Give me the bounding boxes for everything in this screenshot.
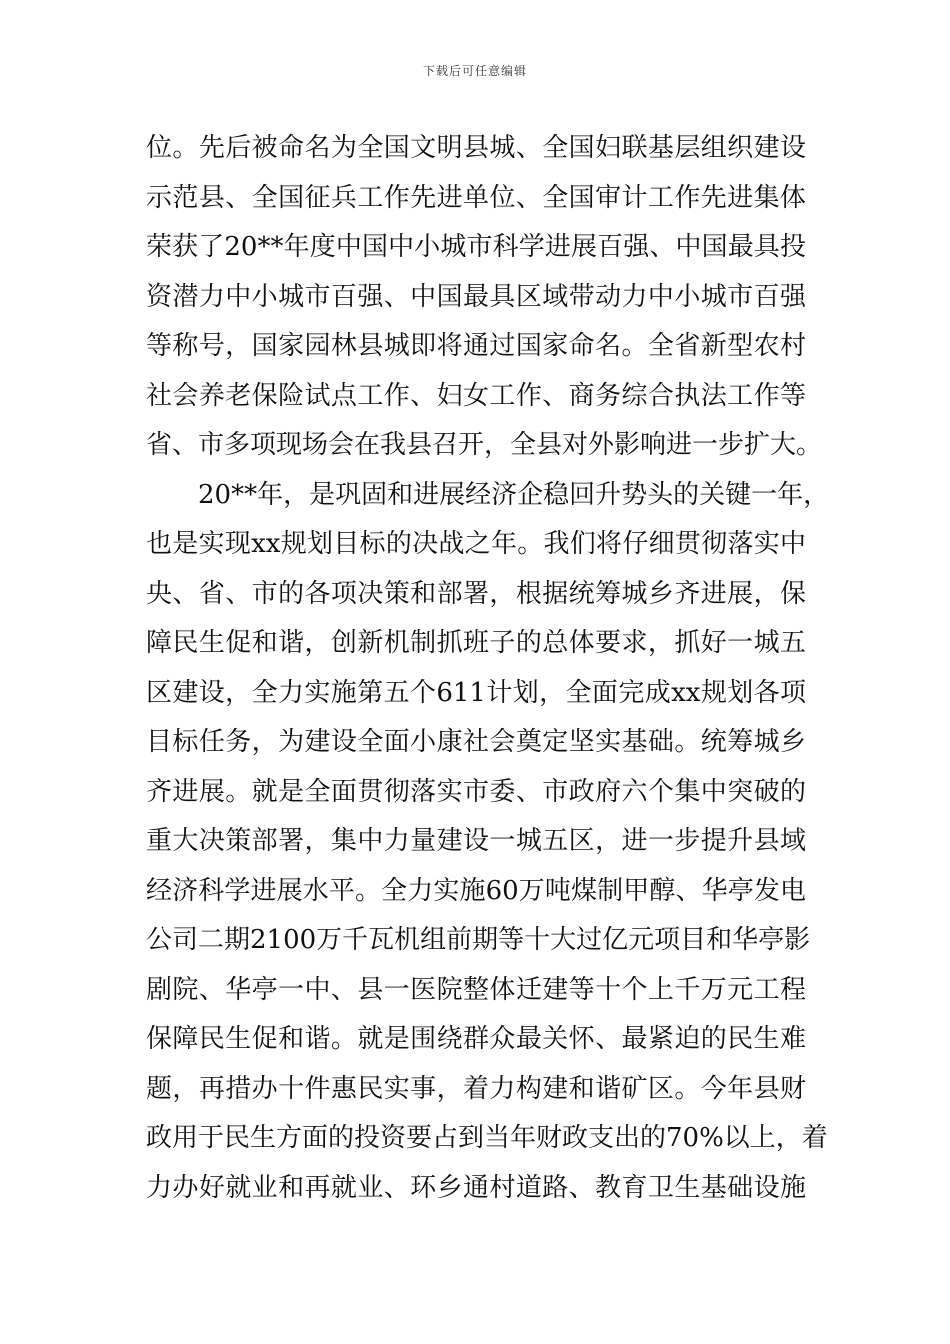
text-line: 重大决策部署，集中力量建设一城五区，进一步提升县域 xyxy=(146,826,806,856)
text-line: 也是实现xx规划目标的决战之年。我们将仔细贯彻落实中 xyxy=(146,529,806,559)
text-line: 障民生促和谐，创新机制抓班子的总体要求，抓好一城五 xyxy=(146,628,806,658)
text-line: 示范县、全国征兵工作先进单位、全国审计工作先进集体 xyxy=(146,182,806,213)
body-text xyxy=(146,124,830,1213)
text-line: 目标任务，为建设全面小康社会奠定坚实基础。统筹城乡 xyxy=(146,727,806,757)
page-header: 下载后可任意编辑 xyxy=(422,64,527,78)
text-line: 剧院、华亭一中、县一医院整体迁建等十个上千万元工程 xyxy=(146,974,806,1005)
text-line: 荣获了20**年度中国中小城市科学进展百强、中国最具投 xyxy=(146,232,806,262)
text-line: 省、市多项现场会在我县召开，全县对外影响进一步扩大。 xyxy=(146,430,823,460)
text-line: 央、省、市的各项决策和部署，根据统筹城乡齐进展，保 xyxy=(146,578,806,609)
paragraph-first-line: 20**年，是巩固和进展经济企稳回升势头的关键一年， xyxy=(198,479,830,510)
text-line: 力办好就业和再就业、环乡通村道路、教育卫生基础设施 xyxy=(146,1172,806,1203)
text-line: 位。先后被命名为全国文明县城、全国妇联基层组织建设 xyxy=(146,133,806,163)
text-line: 保障民生促和谐。就是围绕群众最关怀、最紧迫的民生难 xyxy=(146,1024,806,1054)
text-line: 资潜力中小城市百强、中国最具区域带动力中小城市百强 xyxy=(146,281,806,312)
text-line: 题，再措办十件惠民实事，着力构建和谐矿区。今年县财 xyxy=(146,1073,806,1104)
text-line: 经济科学进展水平。全力实施60万吨煤制甲醇、华亭发电 xyxy=(146,875,806,906)
text-line: 等称号，国家园林县城即将通过国家命名。全省新型农村 xyxy=(146,331,806,361)
text-line: 区建设，全力实施第五个611计划，全面完成xx规划各项 xyxy=(146,677,806,708)
text-line: 政用于民生方面的投资要占到当年财政支出的70%以上，着 xyxy=(146,1123,828,1153)
text-line: 社会养老保险试点工作、妇女工作、商务综合执法工作等 xyxy=(146,380,806,411)
text-line: 齐进展。就是全面贯彻落实市委、市政府六个集中突破的 xyxy=(146,776,806,807)
text-line: 公司二期2100万千瓦机组前期等十大过亿元项目和华亭影 xyxy=(146,925,811,955)
